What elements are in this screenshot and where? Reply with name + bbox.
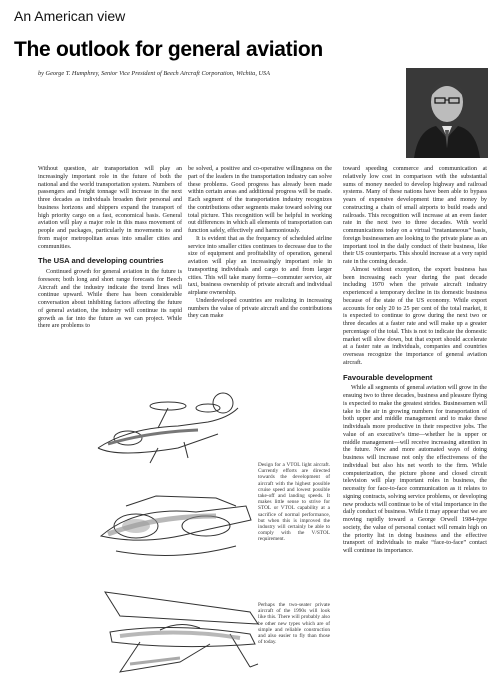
image-caption: Design for a VTOL light aircraft. Currently efforts are directed towards the development of aircraft with the highest possible cruise speed and lowest possible take-off and landing speeds. It makes little sense to strive for STOL or VTOL capability at a sacrifice of normal performance, but when this is improved the industry will certainly be able to comply with the V/STOL requirement.	[258, 462, 330, 543]
kicker: An American view	[14, 8, 126, 24]
paragraph: be solved, a positive and co-operative willingness on the part of the leaders in the transportation industry can solve these problems. Good progress has already been made within certain areas and additional progress will be made. Each segment of the transportation industry recognizes the contributions other segments make toward solving our total picture. This recognition will be helpful in working out differences in which all elements of transportation can function safely, effectively and harmoniously.	[188, 166, 332, 234]
paragraph: It is evident that as the frequency of scheduled airline service into smaller cities continues to decrease due to the size of equipment and profitability of operation, general aviation will play an increasingly important role in transporting individuals and cargo to and from larger cities. This will take many forms—commuter service, air taxi, business ownership of private aircraft and individual airplane ownership.	[188, 235, 332, 296]
paragraph: Without question, air transportation will play an increasingly important role in the future of both the national and the world transportation system. Numbers of passengers and freight tonnage will increase in the next three decades as individuals broaden their personal and business horizons and shippers expand the transport of high priority cargo on a fast, economical basis. General aviation will play a major role in this mass movement of people and packages, particularly in movements to and from major metropolitan areas into smaller cities and communities.	[38, 166, 182, 250]
paragraph: Continued growth for general aviation in the future is foreseen; both long and short range forecasts for Beech Aircraft and the industry indicate the trend lines will continue upward. While there has been considerable conversation about inhibiting factors affecting the future of general aviation, the industry will continue its rapid growth as far into the future as we can project. While there are problems to	[38, 269, 182, 330]
paragraph: While all segments of general aviation will grow in the ensuing two to three decades, business and pleasure flying is expected to make the greatest strides. Businessmen will take to the air in growing numbers for transportation of both upper and middle management and to make these individuals more productive in their respective jobs. The value of an executive’s time—whether he is upper or middle management—will receive increasing attention in the future. New and more automated ways of doing business will increase not only the effectiveness of the individual but also his net worth to the firm. While computerization, the picture phone and closed circuit television will play important roles in business, the necessity for face-to-face communication as it relates to signing contracts, solving service problems, or developing new products will continue to be of vital importance in the daily conduct of business. While it may appear that we are moving rapidly toward a George Orwell 1984-type society, the value of personal contact will remain high on the priority list in doing business and the effective transport of individuals to make “face-to-face” contact will continue its importance.	[343, 385, 487, 554]
image-caption: Perhaps the two-seater private aircraft of the 1990s will look like this. There will probably also be other new types which are of simple and reliable construction and also easier to fly than those of today.	[258, 602, 330, 646]
vtol-aircraft-drawing	[96, 476, 256, 568]
column-3	[343, 166, 487, 556]
two-seater-aircraft-drawing	[100, 572, 262, 684]
byline: by George T. Humphrey, Senior Vice President of Beech Aircraft Corporation, Wichita, USA	[38, 70, 271, 77]
column-1	[38, 166, 182, 331]
section-heading: Favourable development	[343, 372, 433, 382]
portrait-photo	[406, 68, 488, 158]
paragraph: Underdeveloped countries are realizing in increasing numbers the value of private aircraft and the contributions they can make	[188, 297, 332, 320]
column-2	[188, 166, 332, 321]
page-title: The outlook for general aviation	[14, 38, 323, 61]
section-heading: The USA and developing countries	[38, 256, 164, 266]
vtol-aircraft-drawing	[88, 378, 258, 478]
paragraph: Almost without exception, the export business has been increasing each year during the past decade including 1970 when the private aircraft industry experienced a temporary decline in its domestic business because of the state of the US economy. While export accounts for only 20 to 25 per cent of the total market, it is expected to continue to grow during the next two or three decades at a faster rate and will make up a greater percentage of the total. This is not to indicate the domestic market will slow down, but that export should accelerate at a faster rate as individuals, companies and countries overseas recognize the importance of general aviation aircraft.	[343, 266, 487, 366]
paragraph: toward speeding commerce and communication at relatively low cost in comparison with the substantial sums of money needed to develop highway and railroad systems. Many of these nations have been able to bypass years of expensive development time and money by constructing a chain of small airports to build roads and railroads. This recognition will increase at an even faster rate in the next two to three decades. With world communications today on a virtual “instantaneous” basis, foreign businessmen are looking to the private plane as an important tool in the daily conduct of their business, like their US counterparts. This should increase at a very rapid rate in the coming decade.	[343, 166, 487, 265]
